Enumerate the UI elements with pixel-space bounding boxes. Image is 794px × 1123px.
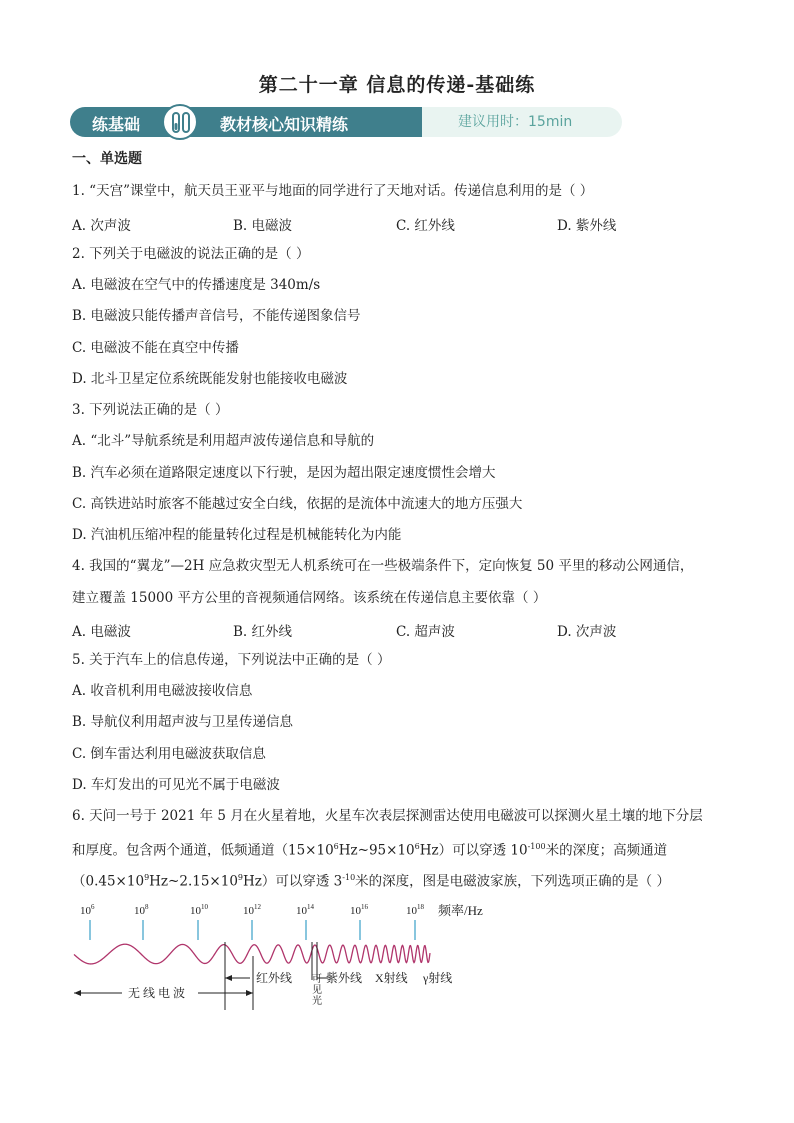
q1-option-d: D. 紫外线 [557, 218, 617, 234]
banner-label-time: 建议用时：15min [458, 114, 573, 130]
q3-option-c: C. 高铁进站时旅客不能越过安全白线，依据的是流体中流速大的地方压强大 [72, 496, 523, 512]
banner-label-core: 教材核心知识精练 [220, 115, 349, 134]
banner-label-practice: 练基础 [92, 115, 141, 134]
em-spectrum-diagram [70, 898, 510, 1010]
q3-option-d: D. 汽油机压缩冲程的能量转化过程是机械能转化为内能 [72, 527, 402, 543]
test-tube-icon [162, 104, 198, 140]
freq-tick-1e18: $10^{18}$ [406, 903, 424, 917]
q3-stem: 3. 下列说法正确的是（ ） [72, 402, 229, 418]
freq-tick-1e10: $10^{10}$ [190, 903, 208, 917]
freq-tick-1e8: $10^8$ [134, 903, 149, 917]
q5-option-d: D. 车灯发出的可见光不属于电磁波 [72, 777, 280, 793]
q4-option-a: A. 电磁波 [72, 624, 131, 640]
freq-tick-1e12: $10^{12}$ [243, 903, 261, 917]
section-heading: 一、单选题 [72, 151, 142, 167]
label-visible-1: 可 [312, 974, 322, 985]
arrowhead-left [74, 990, 81, 996]
q4-option-b: B. 红外线 [233, 624, 293, 640]
em-wave-curve [74, 944, 430, 964]
freq-tick-1e16: $10^{16}$ [350, 903, 368, 917]
q1-option-a: A. 次声波 [72, 218, 131, 234]
arrowhead-ir [225, 975, 232, 981]
page-title: 第二十一章 信息的传递-基础练 [258, 74, 536, 96]
q2-option-a: A. 电磁波在空气中的传播速度是 340m/s [72, 277, 321, 293]
q5-stem: 5. 关于汽车上的信息传递，下列说法中正确的是（ ） [72, 652, 391, 668]
q1-stem: 1. “天宫”课堂中，航天员王亚平与地面的同学进行了天地对话。传递信息利用的是（ ） [72, 183, 594, 199]
q2-stem: 2. 下列关于电磁波的说法正确的是（ ） [72, 246, 310, 262]
q1-option-c: C. 红外线 [396, 218, 455, 234]
label-gamma: γ射线 [423, 971, 453, 985]
q4-option-c: C. 超声波 [396, 624, 455, 640]
label-infrared: 红外线 [256, 971, 293, 985]
q3-option-b: B. 汽车必须在道路限定速度以下行驶，是因为超出限定速度惯性会增大 [72, 465, 496, 481]
q2-option-b: B. 电磁波只能传播声音信号，不能传递图象信号 [72, 308, 361, 324]
q5-option-c: C. 倒车雷达利用电磁波获取信息 [72, 746, 266, 762]
label-visible-2: 见 [312, 985, 322, 996]
q1-option-b: B. 电磁波 [233, 218, 293, 234]
q2-option-c: C. 电磁波不能在真空中传播 [72, 340, 239, 356]
label-visible-3: 光 [312, 996, 322, 1007]
freq-tick-1e14: $10^{14}$ [296, 903, 314, 917]
label-ultraviolet: 紫外线 [326, 971, 363, 985]
q4-option-d: D. 次声波 [557, 624, 617, 640]
q6-stem-line1: 6. 天问一号于 2021 年 5 月在火星着地，火星车次表层探测雷达使用电磁波可以探测火星土壤的地下分层 [72, 808, 703, 824]
q3-option-a: A. “北斗”导航系统是利用超声波传递信息和导航的 [72, 433, 375, 449]
q6-stem-line3: $(0.45\times 10^9Hz\sim 2.15\times 10^9Hz)$可以穿透 $3^{-10}$米的深度，图是电磁波家族，下列选项正确的是（ ） [72, 873, 670, 890]
section-banner [70, 104, 622, 140]
q6-stem-line2: 和厚度。包含两个通道，低频通道$(15\times 10^6Hz\sim 95\times 10^6Hz)$可以穿透 $10^{-100}$米的深度；高频通道 [72, 842, 668, 859]
q4-stem-line1: 4. 我国的“翼龙”—2H 应急救灾型无人机系统可在一些极端条件下，定向恢复 50 平里的移动公网通信， [72, 558, 694, 574]
q5-option-b: B. 导航仪利用超声波与卫星传递信息 [72, 714, 294, 730]
q5-option-a: A. 收音机利用电磁波接收信息 [72, 683, 253, 699]
freq-tick-1e6: $10^6$ [80, 903, 95, 917]
label-xray: X射线 [375, 971, 408, 985]
q2-option-d: D. 北斗卫星定位系统既能发射也能接收电磁波 [72, 371, 348, 387]
arrowhead-right [246, 990, 253, 996]
q4-stem-line2: 建立覆盖 15000 平方公里的音视频通信网络。该系统在传递信息主要依靠（ ） [72, 590, 547, 606]
label-radio-wave: 无 线 电 波 [128, 986, 186, 1000]
freq-unit-label: 频率/Hz [438, 903, 483, 918]
